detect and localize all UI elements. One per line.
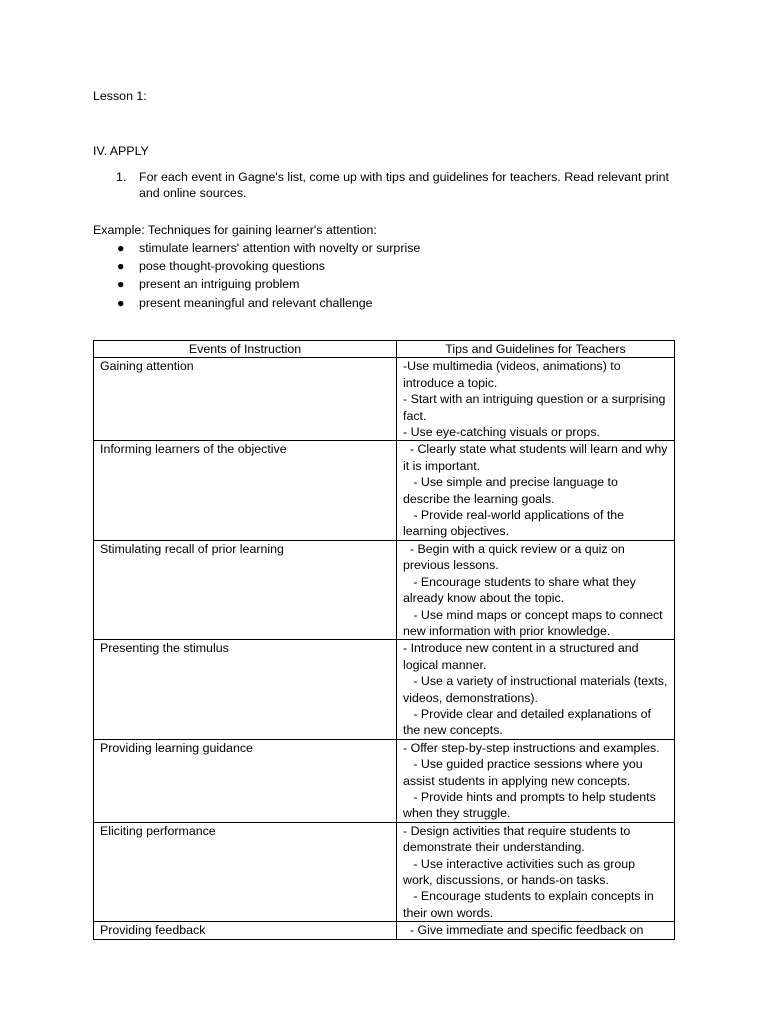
event-cell: Gaining attention xyxy=(94,358,397,441)
bullet-item xyxy=(93,295,420,313)
tips-cell xyxy=(397,922,675,939)
example-intro: Example: Techniques for gaining learner's attention: xyxy=(93,223,377,237)
tips-cell xyxy=(397,739,675,822)
event-cell: Eliciting performance xyxy=(94,822,397,921)
tip-line: - Use interactive activities such as group work, discussions, or hands-on tasks. xyxy=(403,856,639,887)
task-list xyxy=(93,169,673,202)
table-row xyxy=(94,441,675,540)
table-row xyxy=(94,358,675,441)
bullet-text: present an intriguing problem xyxy=(139,277,300,292)
task-number: 1. xyxy=(116,170,127,184)
tip-line: - Clearly state what students will learn and why it is important. xyxy=(403,442,671,473)
bullet-icon: ● xyxy=(117,277,125,292)
tip-line: - Encourage students to explain concepts in their own words. xyxy=(403,889,658,920)
event-cell: Stimulating recall of prior learning xyxy=(94,540,397,639)
tip-line: - Begin with a quick review or a quiz on previous lessons. xyxy=(403,541,629,573)
event-cell: Providing learning guidance xyxy=(94,739,397,822)
table-row xyxy=(94,640,675,739)
bullet-icon: ● xyxy=(117,295,125,310)
event-cell: Presenting the stimulus xyxy=(94,640,397,739)
tip-line: - Provide clear and detailed explanations of the new concepts. xyxy=(403,706,655,738)
table-row xyxy=(94,540,675,639)
bullet-item xyxy=(93,258,420,276)
tips-cell xyxy=(397,540,675,639)
bullet-item xyxy=(93,240,420,258)
tip-line: - Use eye-catching visuals or props. xyxy=(403,425,600,440)
tips-cell xyxy=(397,441,675,540)
tip-line: - Use guided practice sessions where you assist students in applying new concepts. xyxy=(403,757,647,788)
event-cell: Providing feedback xyxy=(94,922,397,939)
tip-line: - Use mind maps or concept maps to connect new information with prior knowledge. xyxy=(403,607,667,638)
table-row xyxy=(94,822,675,921)
bullet-text: present meaningful and relevant challenge xyxy=(139,295,373,310)
tip-line: - Encourage students to share what they already know about the topic. xyxy=(403,574,640,606)
bullet-icon: ● xyxy=(117,259,125,274)
tip-line: - Use simple and precise language to describe the learning goals. xyxy=(403,475,622,506)
tip-line: - Introduce new content in a structured and logical manner. xyxy=(403,641,643,672)
bullet-text: stimulate learners' attention with novelty or surprise xyxy=(139,241,421,255)
example-bullets xyxy=(93,240,420,314)
header-events: Events of Instruction xyxy=(94,341,397,358)
table-header-row xyxy=(94,341,675,358)
tips-cell xyxy=(397,640,675,739)
bullet-item xyxy=(93,276,420,294)
tip-line: -Use multimedia (videos, animations) to introduce a topic. xyxy=(403,359,625,390)
table-row xyxy=(94,922,675,939)
task-text: For each event in Gagne's list, come up with tips and guidelines for teachers. Read relevant print and online sources. xyxy=(139,170,669,201)
tip-line: - Start with an intriguing question or a surprising fact. xyxy=(403,392,669,423)
bullet-icon: ● xyxy=(117,241,125,255)
section-title: IV. APPLY xyxy=(93,144,149,158)
tip-line: - Provide hints and prompts to help students when they struggle. xyxy=(403,789,660,821)
tip-line: - Give immediate and specific feedback on xyxy=(403,923,644,938)
tips-cell xyxy=(397,822,675,921)
events-table xyxy=(93,340,675,940)
tips-cell xyxy=(397,358,675,441)
task-item xyxy=(93,169,673,202)
tip-line: - Design activities that require students to demonstrate their understanding. xyxy=(403,823,634,855)
table-row xyxy=(94,739,675,822)
tip-line: - Use a variety of instructional materials (texts, videos, demonstrations). xyxy=(403,674,671,705)
event-cell: Informing learners of the objective xyxy=(94,441,397,540)
header-tips: Tips and Guidelines for Teachers xyxy=(397,341,675,358)
tip-line: - Offer step-by-step instructions and examples. xyxy=(403,740,660,755)
bullet-text: pose thought-provoking questions xyxy=(139,259,325,274)
lesson-label: Lesson 1: xyxy=(93,89,147,103)
tip-line: - Provide real-world applications of the learning objectives. xyxy=(403,508,628,539)
